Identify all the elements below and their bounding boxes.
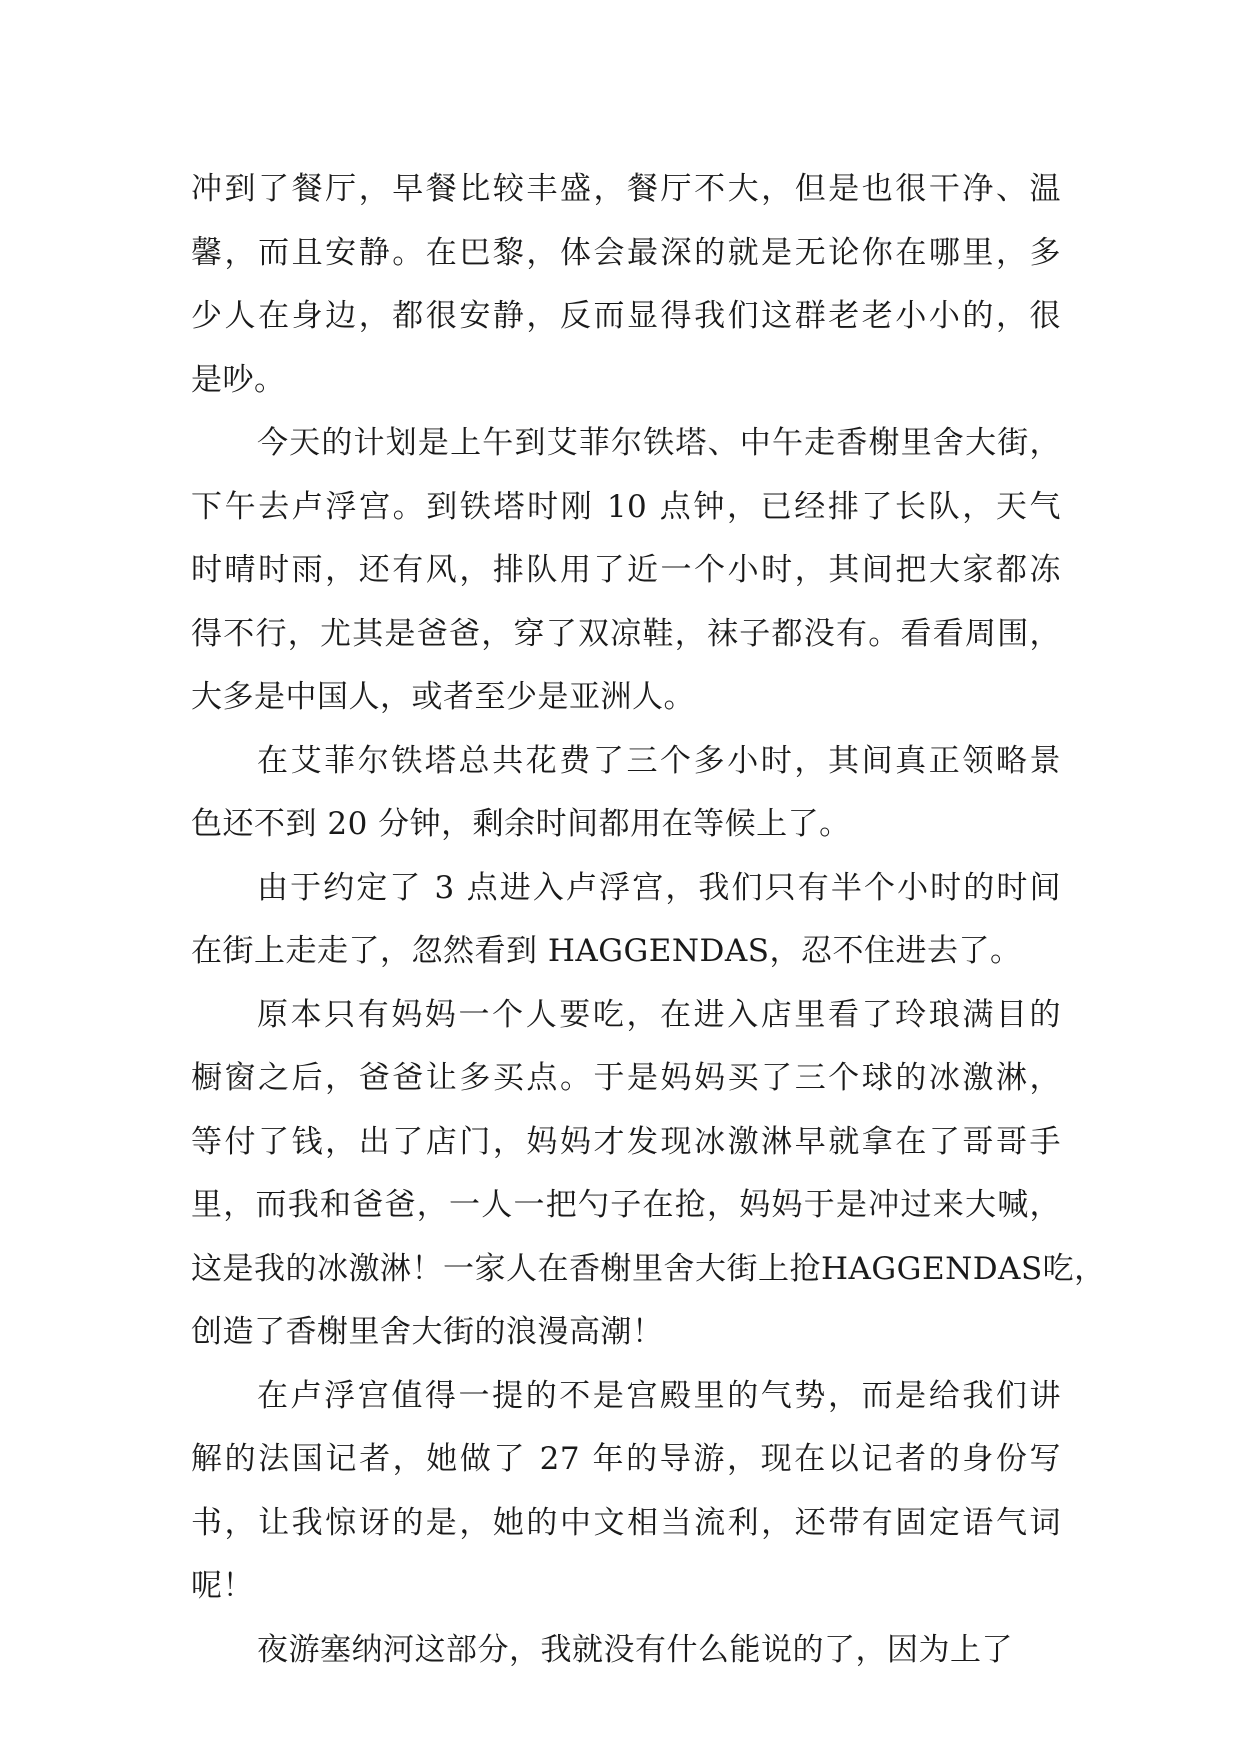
text-line: 原本只有妈妈一个人要吃，在进入店里看了玲琅满目的	[257, 996, 1061, 1033]
text-line: 解的法国记者，她做了 27 年的导游，现在以记者的身份写	[191, 1441, 1061, 1477]
text-line: 呢！	[191, 1568, 254, 1604]
text-line: 夜游塞纳河这部分，我就没有什么能说的了，因为上了	[257, 1631, 1013, 1668]
text-line: 在艾菲尔铁塔总共花费了三个多小时，其间真正领略景	[257, 742, 1061, 779]
text-line: 馨，而且安静。在巴黎，体会最深的就是无论你在哪里，多	[191, 234, 1061, 271]
text-line: 冲到了餐厅，早餐比较丰盛，餐厅不大，但是也很干净、温	[191, 171, 1061, 207]
text-line: 是吵。	[191, 361, 286, 398]
text-line: 时晴时雨，还有风，排队用了近一个小时，其间把大家都冻	[191, 552, 1061, 588]
text-line: 大多是中国人，或者至少是亚洲人。	[191, 679, 695, 715]
text-line: 得不行，尤其是爸爸，穿了双凉鞋，袜子都没有。看看周围，	[191, 615, 1061, 652]
text-line: 这是我的冰激淋！一家人在香榭里舍大街上抢HAGGENDAS吃，	[191, 1250, 1106, 1287]
text-line: 下午去卢浮宫。到铁塔时刚 10 点钟，已经排了长队，天气	[191, 488, 1061, 525]
text-line: 在卢浮宫值得一提的不是宫殿里的气势，而是给我们讲	[257, 1377, 1061, 1414]
text-line: 等付了钱，出了店门，妈妈才发现冰激淋早就拿在了哥哥手	[191, 1123, 1061, 1160]
text-line: 今天的计划是上午到艾菲尔铁塔、中午走香榭里舍大街，	[257, 425, 1061, 461]
text-line: 在街上走走了，忽然看到 HAGGENDAS，忍不住进去了。	[191, 933, 1022, 969]
text-line: 色还不到 20 分钟，剩余时间都用在等候上了。	[191, 806, 851, 842]
text-line: 少人在身边，都很安静，反而显得我们这群老老小小的，很	[191, 298, 1061, 334]
text-line: 橱窗之后，爸爸让多买点。于是妈妈买了三个球的冰激淋，	[191, 1060, 1061, 1096]
text-line: 书，让我惊讶的是，她的中文相当流利，还带有固定语气词	[191, 1504, 1061, 1541]
text-line: 里，而我和爸爸，一人一把勺子在抢，妈妈于是冲过来大喊，	[191, 1187, 1061, 1223]
document-body	[191, 158, 1106, 1682]
text-line: 创造了香榭里舍大街的浪漫高潮！	[191, 1314, 664, 1350]
text-line: 由于约定了 3 点进入卢浮宫，我们只有半个小时的时间	[257, 869, 1061, 906]
